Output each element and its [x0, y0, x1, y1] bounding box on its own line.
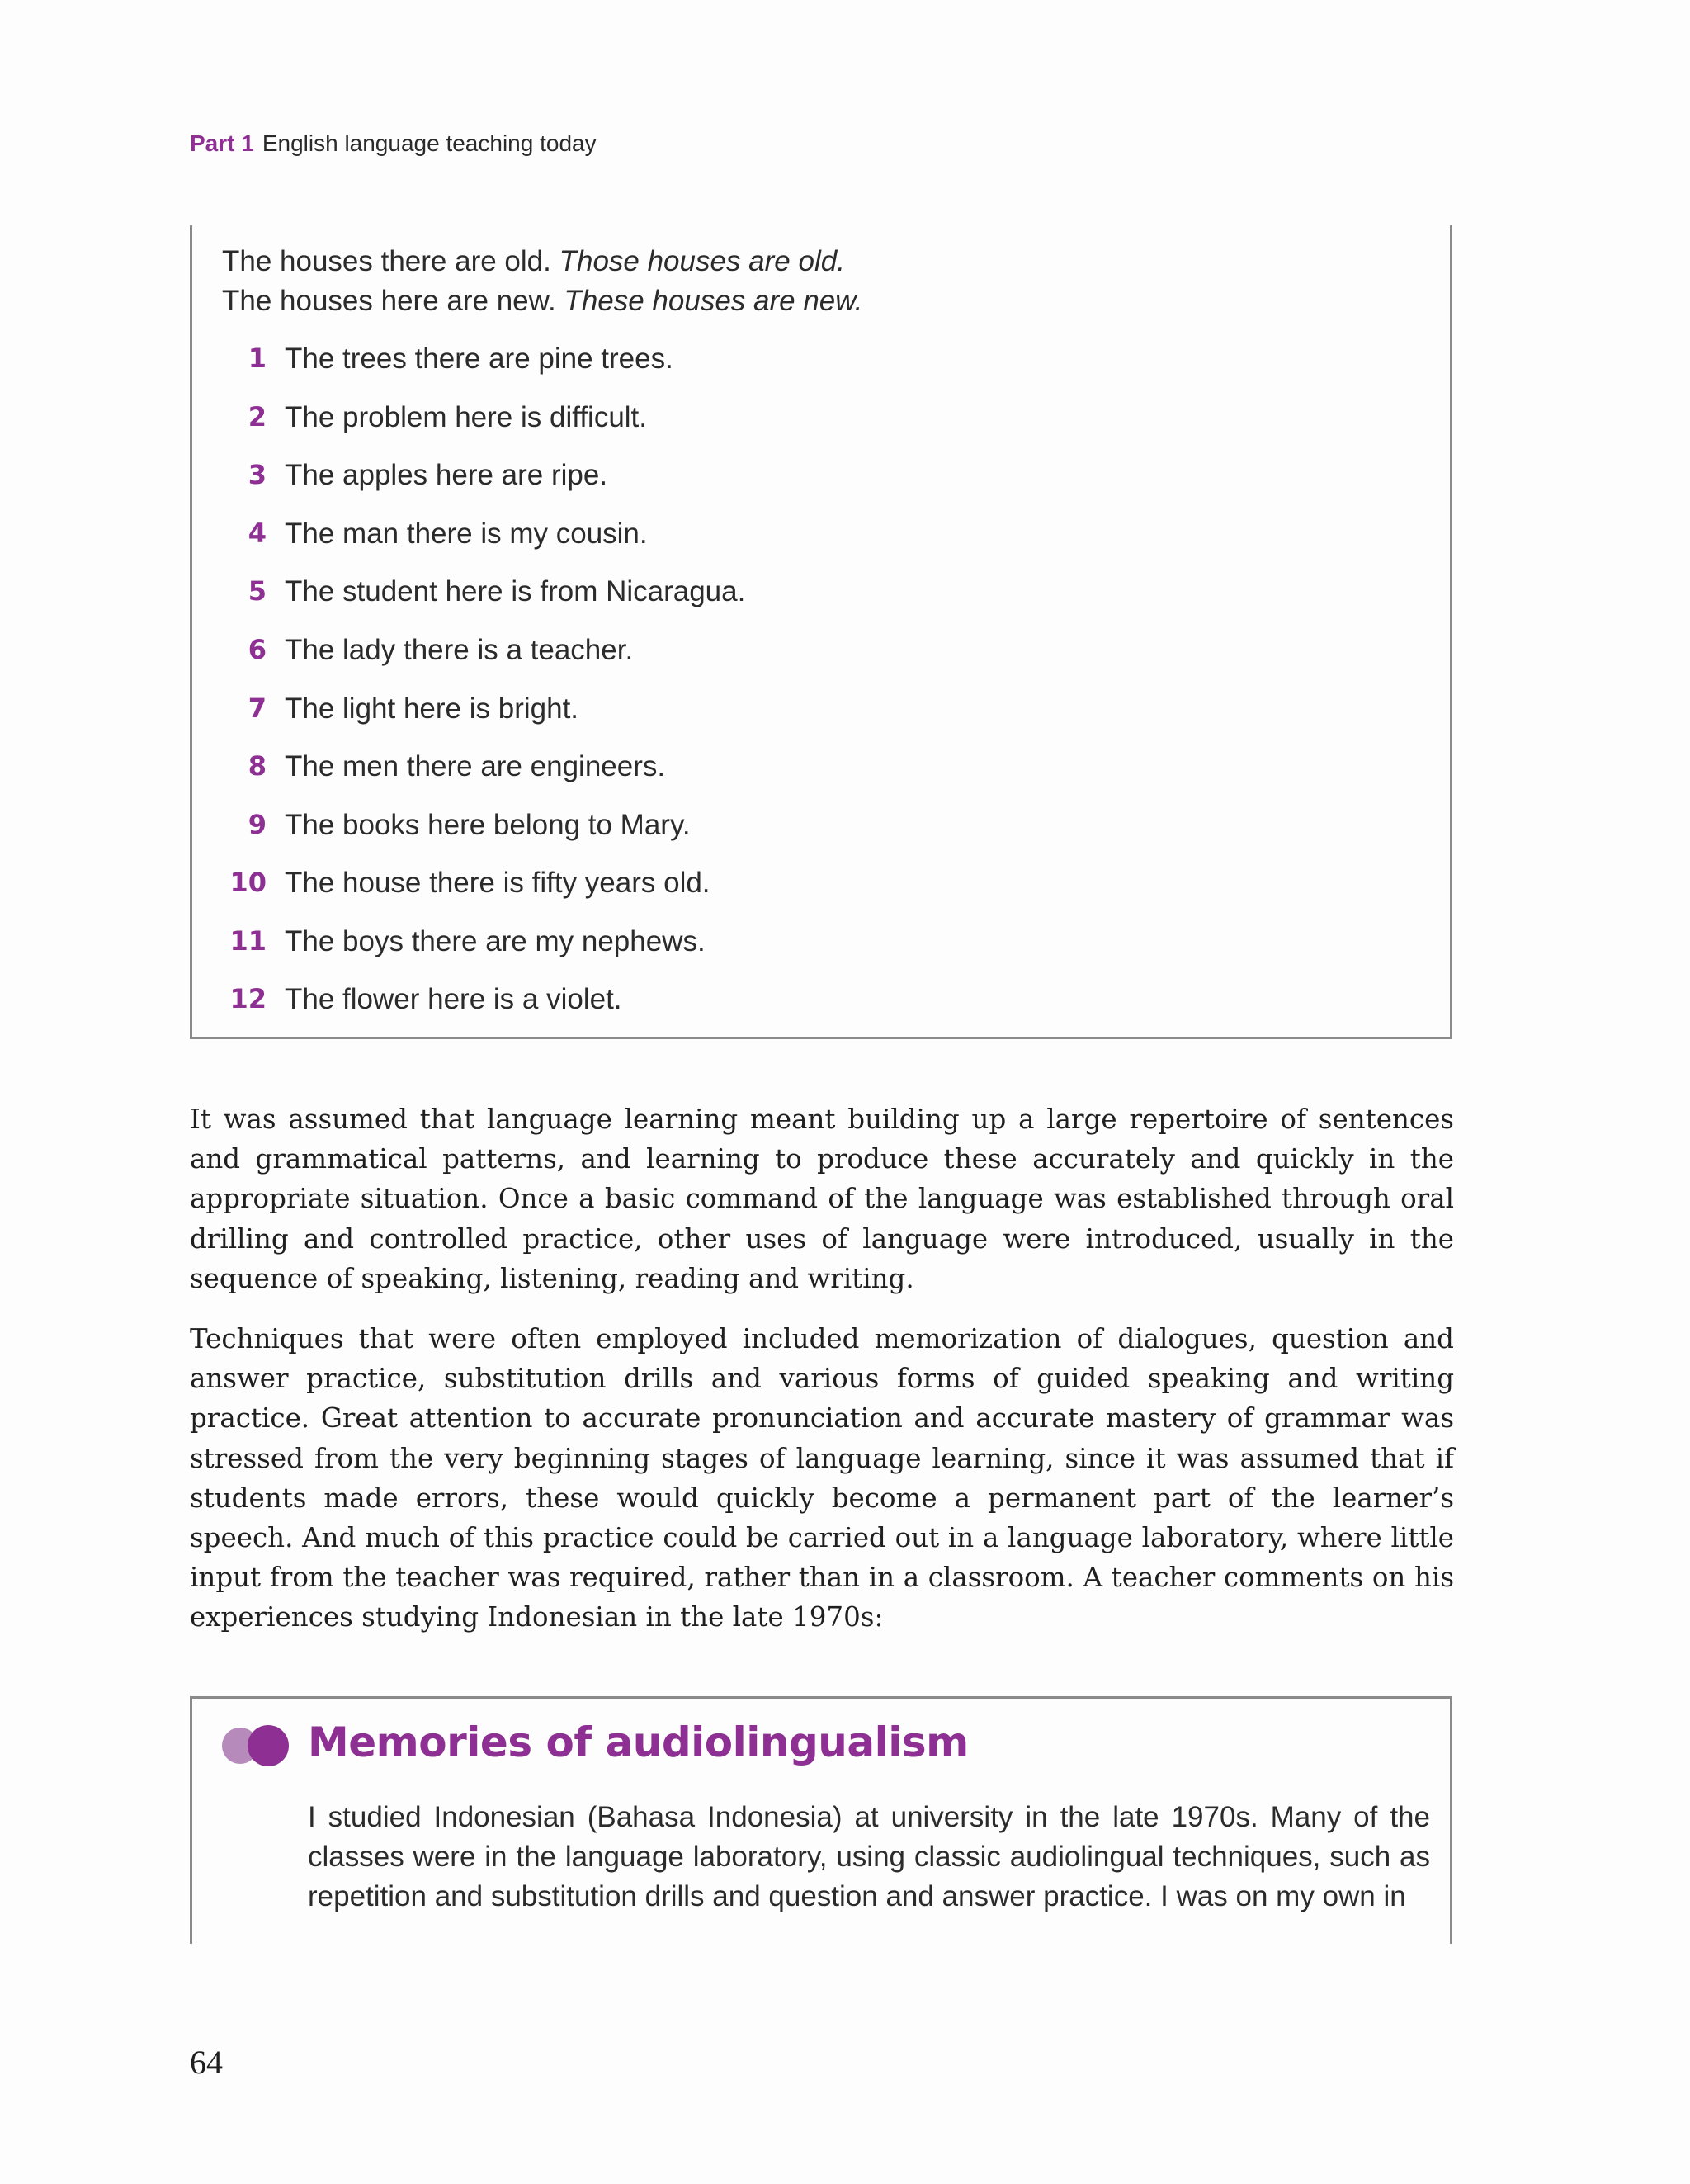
exercise-item: [222, 634, 1377, 674]
running-head: [190, 130, 597, 157]
exercise-box: [190, 225, 1452, 1039]
item-text: The house there is fifty years old.: [285, 867, 710, 899]
example-plain: The houses there are old.: [222, 245, 559, 277]
overlapping-dots-icon: [220, 1723, 291, 1768]
item-number: 9: [248, 809, 267, 840]
running-head-title: English language teaching today: [262, 130, 597, 156]
exercise-item: [222, 459, 1377, 499]
item-text: The apples here are ripe.: [285, 459, 608, 491]
item-text: The trees there are pine trees.: [285, 343, 673, 375]
item-text: The man there is my cousin.: [285, 518, 648, 550]
example-line-2: [222, 285, 862, 318]
exercise-item: [222, 925, 1377, 965]
item-number: 1: [248, 343, 267, 374]
item-text: The men there are engineers.: [285, 750, 666, 782]
example-plain: The houses here are new.: [222, 285, 564, 317]
memories-text: I studied Indonesian (Bahasa Indonesia) at university in the late 1970s. Many of the classes were in the language laboratory, using classic audiolingual techniques, such as repetition and substitution drills and question and answer practice. I was on my own in: [308, 1801, 1430, 1912]
example-italic: These houses are new.: [564, 285, 863, 317]
item-number: 6: [248, 634, 267, 665]
item-text: The boys there are my nephews.: [285, 925, 706, 957]
item-number: 5: [248, 575, 267, 607]
item-text: The flower here is a violet.: [285, 983, 622, 1015]
page-number: 64: [190, 2044, 223, 2081]
exercise-item: [222, 809, 1377, 849]
memories-title: Memories of audiolingualism: [308, 1718, 969, 1766]
item-number: 4: [248, 518, 267, 549]
item-number: 7: [248, 693, 267, 724]
exercise-item: [222, 401, 1377, 441]
memories-box: [190, 1696, 1452, 1944]
exercise-item: [222, 343, 1377, 382]
exercise-item: [222, 983, 1377, 1023]
item-text: The light here is bright.: [285, 693, 579, 725]
item-text: The lady there is a teacher.: [285, 634, 634, 666]
item-number: 2: [248, 401, 267, 433]
body-paragraph-2: Techniques that were often employed included memorization of dialogues, question and answer practice, substitution drills and various forms of guided speaking and writing practice. Great attention to accurate pronunciation and accurate mastery of grammar was stressed from the very beginning stages of language learning, since it was assumed that if students made errors, these would quickly become a permanent part of the learner’s speech. And much of this practice could be carried out in a language laboratory, where little input from the teacher was required, rather than in a classroom. A teacher comments on his experiences studying Indonesian in the late 1970s:: [190, 1323, 1454, 1633]
item-number: 12: [229, 983, 267, 1014]
item-number: 8: [248, 750, 267, 782]
exercise-item: [222, 867, 1377, 906]
item-text: The problem here is difficult.: [285, 401, 648, 433]
item-number: 11: [229, 925, 267, 957]
example-line-1: [222, 245, 845, 278]
exercise-item: [222, 575, 1377, 615]
item-text: The student here is from Nicaragua.: [285, 575, 746, 607]
exercise-item: [222, 750, 1377, 790]
running-head-part: Part 1: [190, 130, 254, 156]
example-italic: Those houses are old.: [559, 245, 845, 277]
item-number: 10: [229, 867, 267, 898]
body-paragraph-1: It was assumed that language learning meant building up a large repertoire of sentences and grammatical patterns, and learning to produce these accurately and quickly in the appropriate situation. Once a basic command of the language was established through oral drilling and controlled practice, other uses of language were introduced, usually in the sequence of speaking, listening, reading and writing.: [190, 1104, 1454, 1294]
exercise-item: [222, 693, 1377, 732]
item-number: 3: [248, 459, 267, 490]
item-text: The books here belong to Mary.: [285, 809, 691, 841]
exercise-item: [222, 518, 1377, 557]
